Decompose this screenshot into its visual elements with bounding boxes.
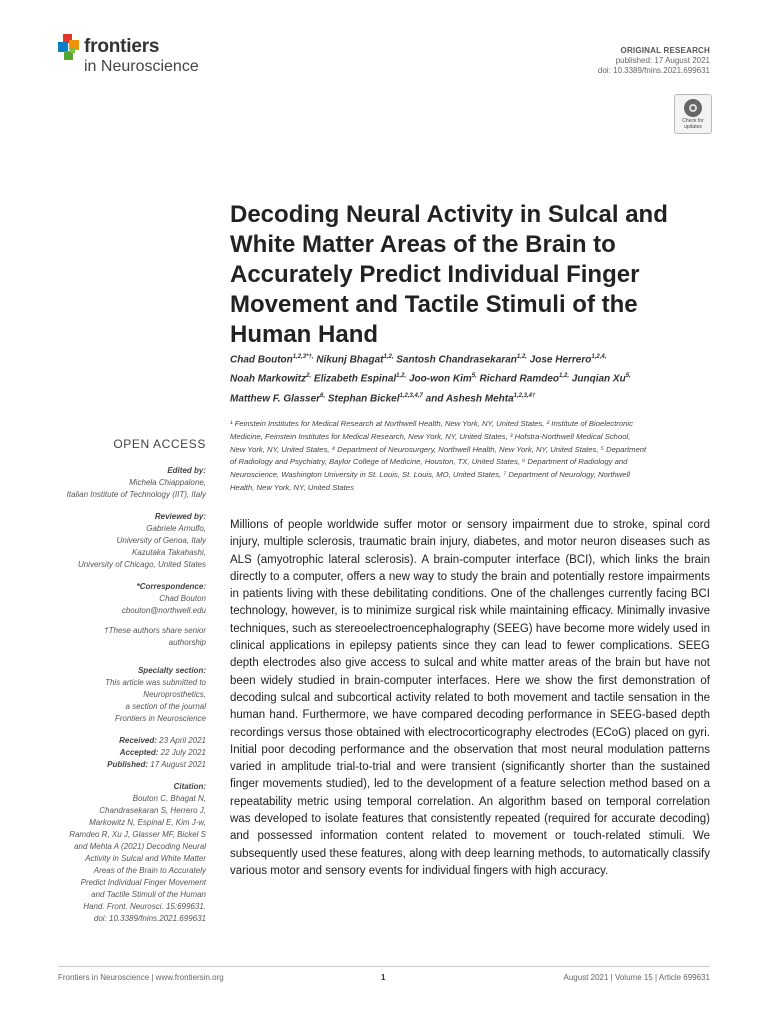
edited-by-label: Edited by: — [167, 466, 206, 475]
specialty-label: Specialty section: — [137, 666, 206, 675]
open-access-label: OPEN ACCESS — [113, 437, 206, 451]
article-type: ORIGINAL RESEARCH — [620, 46, 710, 55]
page-number: 1 — [381, 973, 386, 982]
citation-doi[interactable]: doi: 10.3389/fnins.2021.699631 — [93, 914, 206, 923]
affiliation-line: of Radiology and Psychiatry, Baylor College of Medicine, Houston, TX, United States, ⁶ Department of Radiology and — [230, 457, 628, 467]
citation-line: Predict Individual Finger Movement — [80, 878, 206, 887]
published-date: published: 17 August 2021 — [615, 56, 710, 65]
affiliation-line: ¹ Feinstein Institutes for Medical Research at Northwell Health, New York, NY, United States, ² Institute of Bioelectronic — [230, 419, 633, 428]
citation-line: and Mehta A (2021) Decoding Neural — [74, 842, 206, 851]
footer-journal-link[interactable]: Frontiers in Neuroscience | www.frontiersin.org — [58, 973, 224, 982]
affiliation-line: Neuroscience, Washington University in St. Louis, St. Louis, MO, United States, ⁷ Department of Neurology, Northwell — [230, 470, 630, 480]
citation-line: Hand. Front. Neurosci. 15:699631. — [83, 902, 206, 911]
specialty-line: Neuroprosthetics, — [143, 690, 206, 699]
affiliation-line: Health, New York, NY, United States — [230, 482, 354, 492]
accepted-date: 22 July 2021 — [160, 748, 206, 757]
edited-by-block — [40, 465, 206, 501]
correspondence-label: *Correspondence: — [136, 582, 206, 591]
shared-authorship-note — [40, 625, 206, 649]
affiliation-line: New York, NY, United States, ⁴ Department of Neurosurgery, Northwell Health, New York, NY, United States, ⁵ Department — [230, 444, 647, 454]
affiliations — [230, 418, 710, 495]
check-for-updates-badge[interactable] — [674, 94, 712, 134]
citation-line: Ramdeo R, Xu J, Glasser MF, Bickel S — [69, 830, 206, 839]
reviewer-line: University of Genoa, Italy — [116, 536, 206, 545]
badge-label: Check for updates — [682, 118, 704, 130]
author-list — [230, 349, 710, 407]
author-line: Noah Markowitz$^{2,}$ Elizabeth Espinal$^{1,2,}$ Joo-won Kim$^{5,}$ Richard Ramdeo$^{1,2,}$ Junqian $Xu^{5,}$ — [230, 373, 631, 385]
citation-line: and Tactile Stimuli of the Human — [91, 890, 206, 899]
dates-block — [40, 735, 206, 771]
specialty-line: a section of the journal — [125, 702, 206, 711]
reviewer-line: Gabriele Arnulfo, — [146, 524, 206, 533]
journal-brand[interactable]: frontiers — [84, 36, 160, 57]
specialty-line: Frontiers in Neuroscience — [114, 714, 206, 723]
journal-name: in Neuroscience — [84, 58, 199, 75]
published-side-date: 17 August 2021 — [150, 760, 206, 769]
editor-line: Italian Institute of Technology (IIT), Italy — [66, 490, 206, 499]
footer-issue-info: August 2021 | Volume 15 | Article 699631 — [563, 973, 710, 982]
abstract-text: Millions of people worldwide suffer motor or sensory impairment due to stroke, spinal cord injury, multiple sclerosis, traumatic brain injury, diabetes, and motor neuron diseases such as ALS (amyotrophic lateral sclerosis). A brain-computer interface (BCI), which links the brain directly to a computer, offers a new way to study the brain and potentially restore impairments in patients living with these debilitating conditions. One of the challenges currently facing BCI technology, however, is to minimize surgical risk while maintaining efficacy. Minimally invasive techniques, such as stereoelectroencephalography (SEEG) have become more widely used in clinical applications in epilepsy patients since they can lead to fewer complications. SEEG depth electrodes also give access to sulcal and white matter areas of the brain but have not been widely studied in brain-computer interfaces. Here we show the first demonstration of decoding sulcal and subcortical activity related to both movement and tactile sensation in the human hand. Furthermore, we have compared decoding performance in SEEG-based depth recordings versus those obtained with electrocorticography electrodes (ECoG) placed on gyri. Initial poor decoding performance and the observation that most neural modulation patterns varied in amplitude trial-to-trial and were transient (significantly shorter than the sustained finger movements studied), led to the development of a feature selection method based on a repeatability metric using temporal correlation. An algorithm based on temporal correlation was developed to isolate features that consistently repeated (required for accurate decoding) and possessed information content related to movement or touch-related stimuli. We subsequently used these features, along with deep learning methods, to automatically classify various motor and sensory events for individual fingers with high accuracy. — [230, 519, 710, 877]
citation-line: Activity in Sulcal and White Matter — [85, 854, 206, 863]
published-label: Published: — [107, 760, 149, 769]
correspondence-name: Chad Bouton — [159, 594, 206, 603]
affiliation-line: Medicine, Feinstein Institutes for Medical Research, New York, NY, United States, ³ Hofstra-Northwell Medical School, — [230, 431, 631, 441]
correspondence-email[interactable]: cbouton@northwell.edu — [121, 606, 206, 615]
editor-line: Michela Chiappalone, — [129, 478, 206, 487]
citation-label: Citation: — [173, 782, 206, 791]
reviewer-line: Kazutaka Takahashi, — [132, 548, 206, 557]
header-doi[interactable]: doi: 10.3389/fnins.2021.699631 — [597, 66, 710, 75]
citation-line: Chandrasekaran S, Herrero J, — [99, 806, 206, 815]
correspondence-block — [40, 581, 206, 617]
author-line: Matthew F. Glasser$^{6,}$ Stephan Bickel$^{1,2,3,4,7}$ and Ashesh Mehta$^{1,2,3,4\dagger}$ — [230, 392, 536, 404]
received-label: Received: — [119, 736, 157, 745]
reviewer-line: University of Chicago, United States — [77, 560, 206, 569]
footer-divider — [58, 966, 710, 967]
reviewed-by-block — [40, 511, 206, 571]
note-line: authorship — [168, 638, 206, 647]
accepted-label: Accepted: — [119, 748, 159, 757]
citation-line: Markowitz N, Espinal E, Kim J-w, — [89, 818, 206, 827]
specialty-line: This article was submitted to — [105, 678, 206, 687]
citation-block — [40, 781, 206, 925]
citation-line: Bouton C, Bhagat N, — [132, 794, 206, 803]
frontiers-logo-icon — [58, 34, 82, 62]
received-date: 23 April 2021 — [159, 736, 206, 745]
reviewed-by-label: Reviewed by: — [154, 512, 206, 521]
author-line: Chad Bouton$^{1,2,3*\dagger,}$ Nikunj Bhagat$^{1,2,}$ Santosh Chandrasekaran$^{1,2,}$ Jose Herrero$^{1,2,4,}$ — [230, 354, 607, 366]
bookmark-icon — [684, 99, 702, 117]
citation-line: Areas of the Brain to Accurately — [93, 866, 206, 875]
article-title: Decoding Neural Activity in Sulcal and White Matter Areas of the Brain to Accurately Predict Individual Finger Movement and Tactile Stimuli of the Human Hand — [230, 201, 668, 348]
note-line: †These authors share senior — [104, 626, 206, 635]
specialty-block — [40, 665, 206, 725]
